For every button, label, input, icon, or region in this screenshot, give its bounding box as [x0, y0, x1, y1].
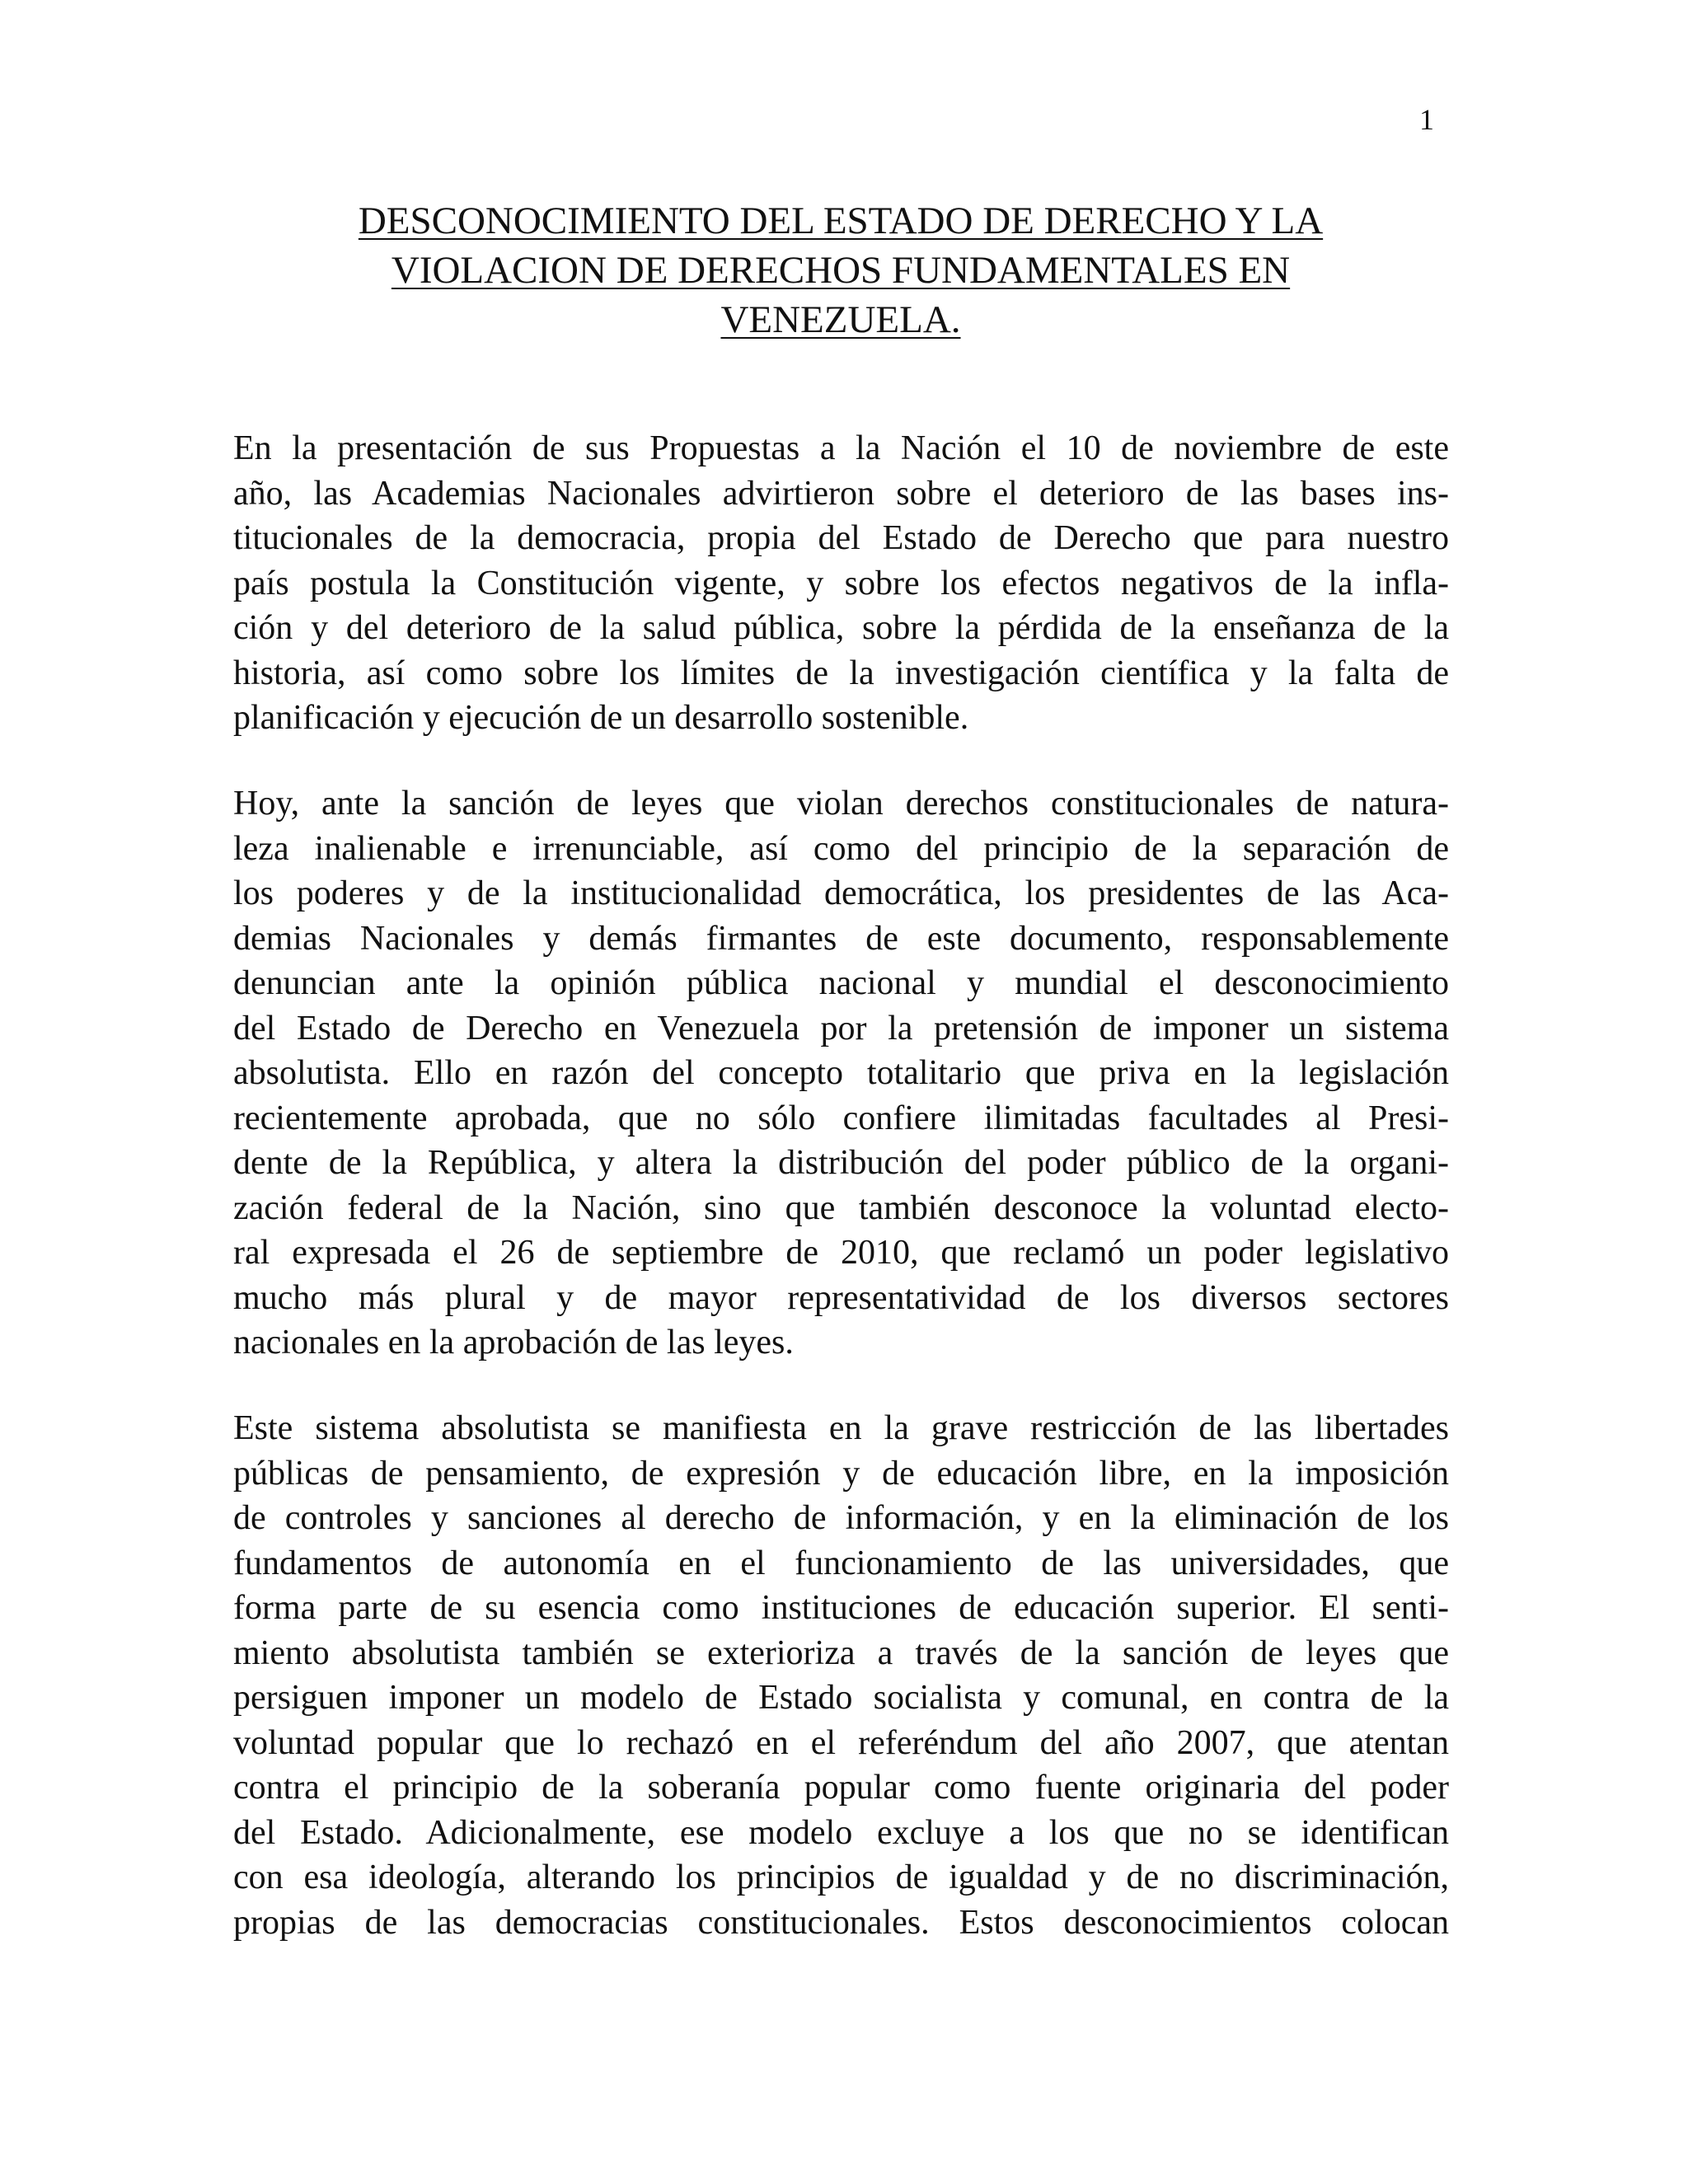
- paragraph-3: [233, 1406, 1449, 1945]
- text-line: ción y del deterioro de la salud pública, sobre la pérdida de la enseñanza de la: [233, 609, 1449, 647]
- text-line: miento absolutista también se exterioriza a través de la sanción de leyes que: [233, 1633, 1449, 1672]
- text-line: persiguen imponer un modelo de Estado socialista y comunal, en contra de la: [233, 1679, 1449, 1717]
- text-line: propias de las democracias constitucionales. Estos desconocimientos colocan: [233, 1903, 1449, 1942]
- text-line: Este sistema absolutista se manifiesta en la grave restricción de las libertades: [233, 1409, 1449, 1447]
- text-line: del Estado. Adicionalmente, ese modelo excluye a los que no se identifican: [233, 1813, 1449, 1852]
- text-line: demias Nacionales y demás firmantes de este documento, responsablemente: [233, 919, 1449, 958]
- text-line: contra el principio de la soberanía popular como fuente originaria del poder: [233, 1769, 1449, 1807]
- text-line: absolutista. Ello en razón del concepto totalitario que priva en la legislación: [233, 1054, 1449, 1092]
- document-title: [239, 196, 1442, 344]
- text-line: del Estado de Derecho en Venezuela por la pretensión de imponer un sistema: [233, 1009, 1449, 1047]
- text-line: Hoy, ante la sanción de leyes que violan derechos constitucionales de natura-: [233, 785, 1449, 823]
- text-line: ral expresada el 26 de septiembre de 2010, que reclamó un poder legislativo: [233, 1234, 1449, 1272]
- title-line-2: VIOLACION DE DERECHOS FUNDAMENTALES EN: [391, 249, 1291, 292]
- paragraph-1: [233, 426, 1449, 741]
- text-line: titucionales de la democracia, propia del Estado de Derecho que para nuestro: [233, 519, 1449, 557]
- paragraph-2: [233, 781, 1449, 1366]
- text-line: zación federal de la Nación, sino que también desconoce la voluntad electo-: [233, 1188, 1449, 1227]
- text-line: forma parte de su esencia como instituciones de educación superior. El senti-: [233, 1589, 1449, 1627]
- text-line: recientemente aprobada, que no sólo confiere ilimitadas facultades al Presi-: [233, 1099, 1449, 1137]
- text-line: de controles y sanciones al derecho de información, y en la eliminación de los: [233, 1499, 1449, 1537]
- text-line: voluntad popular que lo rechazó en el referéndum del año 2007, que atentan: [233, 1723, 1449, 1762]
- text-line: los poderes y de la institucionalidad democrática, los presidentes de las Aca-: [233, 874, 1449, 912]
- text-line: mucho más plural y de mayor representatividad de los diversos sectores: [233, 1278, 1449, 1317]
- text-line: fundamentos de autonomía en el funcionamiento de las universidades, que: [233, 1544, 1449, 1582]
- page-number: 1: [1419, 103, 1434, 136]
- text-line: año, las Academias Nacionales advirtieron sobre el deterioro de las bases ins-: [233, 474, 1449, 513]
- text-line: país postula la Constitución vigente, y sobre los efectos negativos de la infla-: [233, 564, 1449, 602]
- text-line: denuncian ante la opinión pública nacional y mundial el desconocimiento: [233, 964, 1449, 1002]
- text-line: En la presentación de sus Propuestas a la Nación el 10 de noviembre de este: [233, 429, 1449, 467]
- title-line-1: DESCONOCIMIENTO DEL ESTADO DE DERECHO Y LA: [358, 199, 1324, 242]
- text-line: leza inalienable e irrenunciable, así como del principio de la separación de: [233, 829, 1449, 868]
- text-line: con esa ideología, alterando los principios de igualdad y de no discriminación,: [233, 1858, 1449, 1896]
- text-line: dente de la República, y altera la distribución del poder público de la organi-: [233, 1144, 1449, 1182]
- text-line: planificación y ejecución de un desarrollo sostenible.: [233, 699, 969, 737]
- text-line: historia, así como sobre los límites de la investigación científica y la falta de: [233, 654, 1449, 692]
- text-line: públicas de pensamiento, de expresión y de educación libre, en la imposición: [233, 1454, 1449, 1493]
- text-line: nacionales en la aprobación de las leyes.: [233, 1324, 794, 1361]
- title-line-3: VENEZUELA.: [720, 298, 961, 341]
